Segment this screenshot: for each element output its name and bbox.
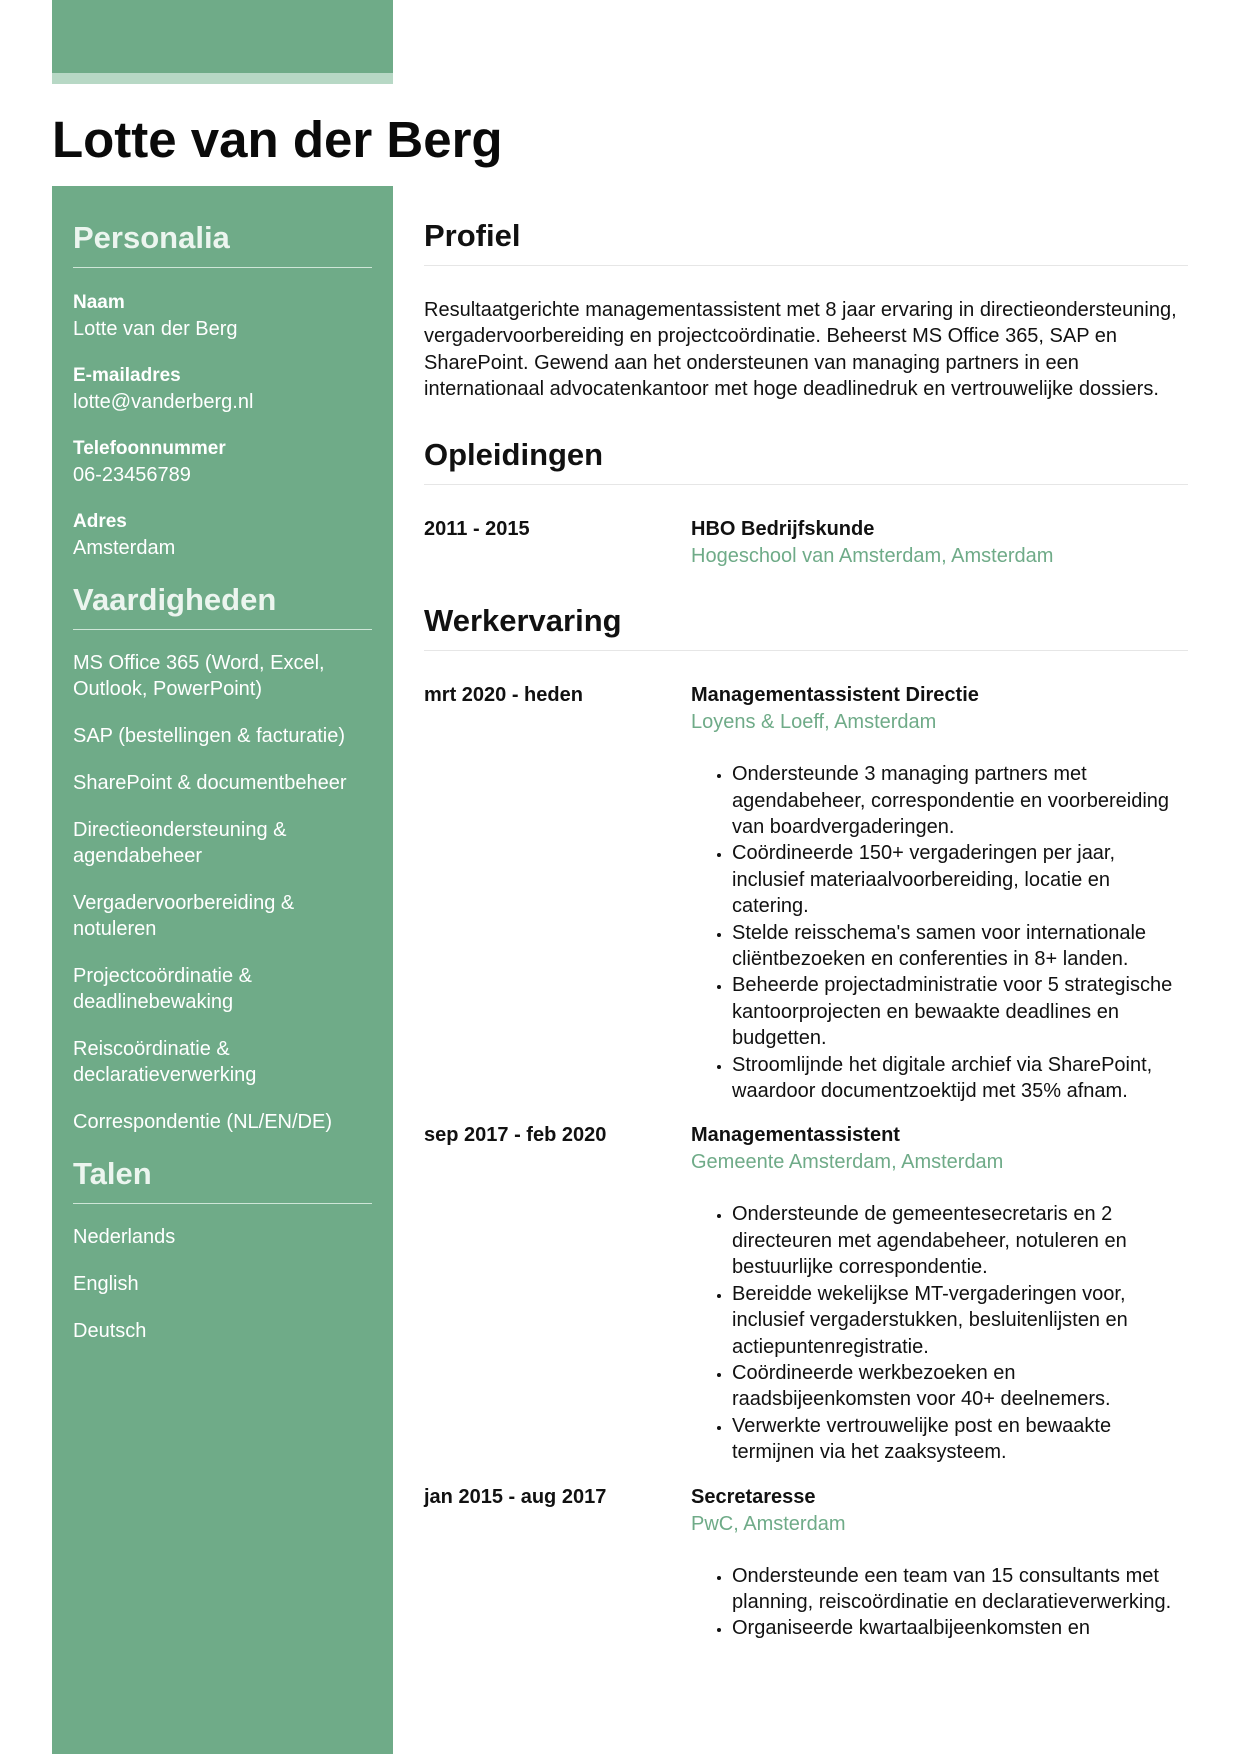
contact-value: Amsterdam	[73, 537, 176, 559]
work-heading: Werkervaring	[424, 603, 1188, 651]
achievement-item: • Beheerde projectadministratie voor 5 strategische kantoorprojecten en bewaakte deadlines en budgetten.	[732, 972, 1188, 1051]
contact-list	[73, 290, 372, 562]
skill-item: MS Office 365 (Word, Excel, Outlook, PowerPoint)	[73, 652, 325, 700]
skills-heading: Vaardigheden	[73, 582, 372, 630]
entry-body	[691, 682, 1188, 1104]
contact-item-email	[73, 363, 372, 416]
contact-item-address	[73, 509, 372, 562]
language-item: Deutsch	[73, 1320, 147, 1342]
skill-item: Reiscoördinatie & declaratieverwerking	[73, 1038, 257, 1086]
education-heading: Opleidingen	[424, 437, 1188, 485]
entry-organization: PwC, Amsterdam	[691, 1512, 846, 1535]
entry-title: HBO Bedrijfskunde	[691, 518, 875, 541]
achievement-item: • Ondersteunde 3 managing partners met agendabeheer, correspondentie en voorbereiding van boardvergaderingen.	[732, 761, 1188, 840]
languages-heading: Talen	[73, 1156, 372, 1204]
profile-heading: Profiel	[424, 218, 1188, 266]
main-content	[424, 186, 1188, 1660]
skill-item: SharePoint & documentbeheer	[73, 772, 347, 794]
language-list	[73, 1224, 372, 1344]
contact-label: E-mailadres	[73, 365, 181, 386]
entry-body	[691, 516, 1188, 570]
work-entry	[424, 1122, 1188, 1465]
achievement-list	[691, 1201, 1188, 1465]
contact-label: Telefoonnummer	[73, 438, 226, 459]
achievement-item: • Ondersteunde de gemeentesecretaris en 2 directeuren met agendabeheer, notuleren en bestuurlijke correspondentie.	[732, 1201, 1188, 1280]
skill-item: Correspondentie (NL/EN/DE)	[73, 1111, 332, 1133]
entry-organization: Gemeente Amsterdam, Amsterdam	[691, 1151, 1004, 1174]
profile-text: Resultaatgerichte managementassistent met 8 jaar ervaring in directieondersteuning, vergadervoorbereiding en projectcoördinatie. Beheerst MS Office 365, SAP en SharePoint. Gewend aan het ondersteunen van managing partners in een internationaal advocatenkantoor met hoge deadlinedruk en vertrouwelijke dossiers.	[424, 299, 1177, 400]
work-list	[424, 682, 1188, 1642]
entry-period: 2011 - 2015	[424, 518, 530, 541]
entry-title: Secretaresse	[691, 1485, 816, 1508]
achievement-item: • Verwerkte vertrouwelijke post en bewaakte termijnen via het zaaksysteem.	[732, 1413, 1188, 1466]
skill-item: Vergadervoorbereiding & notuleren	[73, 892, 295, 940]
header-accent-block	[52, 0, 393, 84]
contact-value: lotte@vanderberg.nl	[73, 391, 254, 413]
contact-item-phone	[73, 436, 372, 489]
entry-period: mrt 2020 - heden	[424, 684, 583, 707]
achievement-item: • Coördineerde werkbezoeken en raadsbijeenkomsten voor 40+ deelnemers.	[732, 1360, 1188, 1413]
contact-label: Adres	[73, 511, 127, 532]
language-item: Nederlands	[73, 1226, 176, 1248]
skill-list	[73, 650, 372, 1135]
achievement-item: • Coördineerde 150+ vergaderingen per jaar, inclusief materiaalvoorbereiding, locatie en catering.	[732, 840, 1188, 919]
achievement-item: • Stelde reisschema's samen voor internationale cliëntbezoeken en conferenties in 8+ landen.	[732, 920, 1188, 973]
entry-organization: Hogeschool van Amsterdam, Amsterdam	[691, 545, 1054, 568]
entry-period: sep 2017 - feb 2020	[424, 1124, 607, 1147]
education-entry	[424, 516, 1188, 570]
achievement-list	[691, 1563, 1188, 1642]
entry-title: Managementassistent	[691, 1124, 900, 1147]
work-entry	[424, 682, 1188, 1104]
achievement-list	[691, 761, 1188, 1104]
entry-body	[691, 1122, 1188, 1465]
contact-item-name	[73, 290, 372, 343]
achievement-item: • Organiseerde kwartaalbijeenkomsten en	[732, 1615, 1188, 1641]
achievement-item: • Stroomlijnde het digitale archief via SharePoint, waardoor documentzoektijd met 35% afnam.	[732, 1052, 1188, 1105]
achievement-item: • Ondersteunde een team van 15 consultants met planning, reiscoördinatie en declaratieverwerking.	[732, 1563, 1188, 1616]
header-accent-stripe	[52, 73, 393, 84]
entry-body	[691, 1484, 1188, 1642]
language-item: English	[73, 1273, 139, 1295]
education-list	[424, 516, 1188, 570]
candidate-name: Lotte van der Berg	[52, 111, 503, 168]
entry-organization: Loyens & Loeff, Amsterdam	[691, 711, 937, 734]
contact-label: Naam	[73, 292, 125, 313]
skill-item: Directieondersteuning & agendabeheer	[73, 819, 287, 867]
entry-period: jan 2015 - aug 2017	[424, 1485, 607, 1508]
contact-value: 06-23456789	[73, 464, 191, 486]
work-entry	[424, 1484, 1188, 1642]
achievement-item: • Bereidde wekelijkse MT-vergaderingen voor, inclusief vergaderstukken, besluitenlijsten en actiepuntenregistratie.	[732, 1281, 1188, 1360]
skill-item: Projectcoördinatie & deadlinebewaking	[73, 965, 252, 1013]
contact-value: Lotte van der Berg	[73, 318, 238, 340]
sidebar	[52, 186, 393, 1754]
skill-item: SAP (bestellingen & facturatie)	[73, 725, 346, 747]
personalia-heading: Personalia	[73, 220, 372, 268]
entry-title: Managementassistent Directie	[691, 684, 979, 707]
